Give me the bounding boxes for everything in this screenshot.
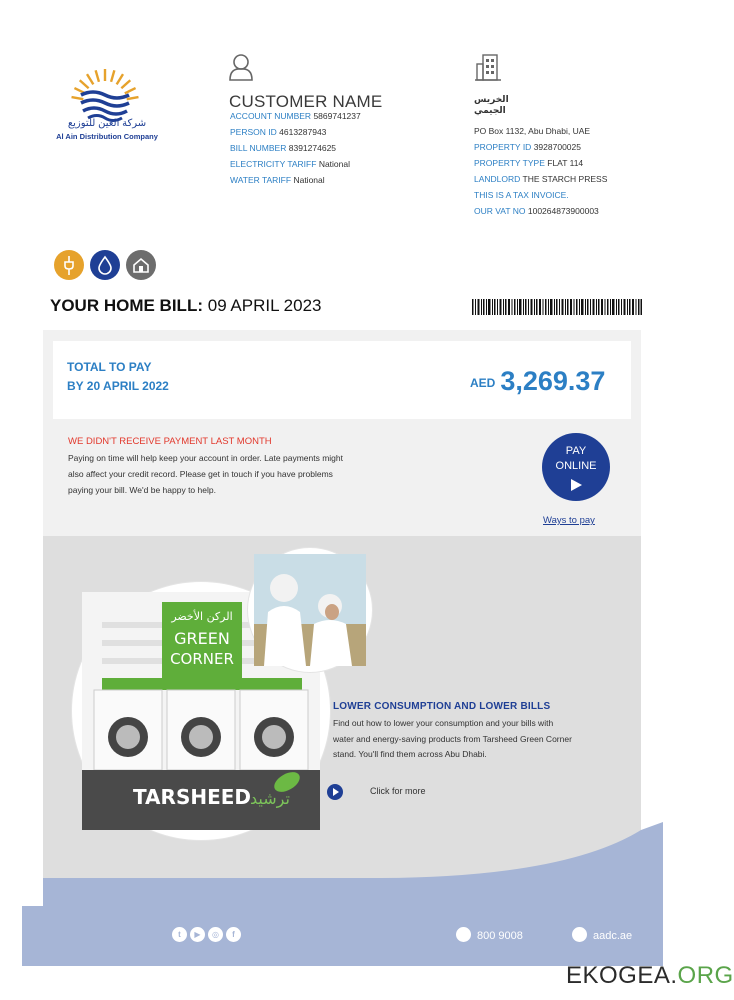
bill-title — [50, 296, 321, 316]
field-value: 5869741237 — [313, 111, 361, 121]
field-key: PROPERTY ID — [474, 142, 532, 152]
phone-number: 800 9008 — [477, 930, 523, 942]
area-line-1: الخريس — [474, 94, 509, 104]
sign-arabic: الركن الأخضر — [171, 610, 233, 623]
field-value: 8391274625 — [288, 143, 337, 153]
tarsheed-brand-arabic: ترشيد — [250, 789, 290, 808]
twitter-icon[interactable]: t — [172, 927, 187, 942]
total-due-label — [67, 358, 169, 396]
area-line-2: الجيمي — [474, 105, 506, 115]
social-links — [172, 927, 244, 947]
pay-online-button[interactable] — [542, 433, 610, 501]
bill-date: 09 APRIL 2023 — [207, 296, 322, 315]
property-id-row — [474, 139, 607, 155]
watermark-part-2: ORG — [677, 962, 734, 989]
property-area-arabic — [474, 94, 509, 116]
tax-invoice-note: THIS IS A TAX INVOICE. — [474, 190, 569, 200]
field-key: PROPERTY TYPE — [474, 158, 545, 168]
field-value: 3928700025 — [533, 142, 581, 152]
field-key: BILL NUMBER — [230, 143, 287, 153]
electricity-tariff-row — [230, 156, 361, 172]
home-icon — [126, 250, 156, 280]
currency: AED — [470, 376, 496, 390]
building-icon — [474, 52, 502, 82]
amount-value: 3,269.37 — [500, 366, 606, 396]
youtube-icon[interactable]: ▶ — [190, 927, 205, 942]
total-amount — [470, 366, 605, 397]
field-value: 4613287943 — [279, 127, 327, 137]
field-value: 100264873900003 — [527, 206, 599, 216]
instagram-icon[interactable]: ◎ — [208, 927, 223, 942]
website-url: aadc.ae — [593, 930, 633, 942]
online-label: ONLINE — [555, 460, 597, 472]
play-icon — [571, 479, 582, 491]
customer-name: CUSTOMER NAME — [229, 92, 383, 111]
phone-icon — [456, 927, 471, 942]
field-value: National — [318, 159, 350, 169]
property-details — [474, 123, 607, 219]
vat-row — [474, 203, 607, 219]
field-value: FLAT 114 — [547, 158, 584, 168]
barcode — [472, 299, 642, 315]
footer-bar — [22, 906, 663, 966]
watermark — [566, 962, 734, 990]
field-key: LANDLORD — [474, 174, 521, 184]
bill-title-label: YOUR HOME BILL: — [50, 296, 203, 315]
promo-title: LOWER CONSUMPTION AND LOWER BILLS — [333, 701, 551, 712]
field-value: THE STARCH PRESS — [522, 174, 608, 184]
company-name-arabic: شركة العين للتوزيع — [67, 118, 147, 129]
company-name-english: Al Ain Distribution Company — [56, 132, 158, 141]
tarsheed-brand: TARSHEED — [132, 785, 252, 809]
field-key: PERSON ID — [230, 127, 277, 137]
water-tariff-row — [230, 172, 361, 188]
payment-notice-title: WE DIDN'T RECEIVE PAYMENT LAST MONTH — [68, 436, 272, 447]
footer-wave — [43, 800, 663, 910]
person-id-row — [230, 124, 361, 140]
family-photo — [248, 548, 372, 672]
customer-details — [230, 108, 361, 188]
total-label-line-2: BY 20 APRIL 2022 — [67, 379, 169, 393]
click-for-more-link[interactable]: Click for more — [370, 786, 426, 796]
ways-to-pay-link[interactable]: Ways to pay — [543, 515, 595, 526]
field-key: ELECTRICITY TARIFF — [230, 159, 317, 169]
facebook-icon[interactable]: f — [226, 927, 241, 942]
play-icon[interactable] — [327, 784, 343, 800]
sign-green: GREEN — [174, 629, 230, 648]
field-key: ACCOUNT NUMBER — [230, 111, 312, 121]
water-drop-icon — [90, 250, 120, 280]
website-link[interactable] — [572, 927, 632, 942]
account-number-row — [230, 108, 361, 124]
bill-number-row — [230, 140, 361, 156]
property-type-row — [474, 155, 607, 171]
pay-label: PAY — [565, 445, 587, 457]
payment-notice-body: Paying on time will help keep your account in order. Late payments might also affect your credit record. Please get in touch if you have problems paying your bill. We'd be happy to help. — [68, 453, 343, 495]
total-label-line-1: TOTAL TO PAY — [67, 360, 152, 374]
sign-corner: CORNER — [170, 650, 234, 668]
watermark-part-1: EKOGEA. — [566, 962, 678, 989]
property-address: PO Box 1132, Abu Dhabi, UAE — [474, 126, 591, 136]
phone-contact[interactable] — [456, 927, 523, 942]
landlord-row — [474, 171, 607, 187]
field-value: National — [293, 175, 325, 185]
field-key: OUR VAT NO — [474, 206, 526, 216]
electricity-icon — [54, 250, 84, 280]
user-icon — [228, 52, 254, 82]
globe-icon — [572, 927, 587, 942]
promo-body: Find out how to lower your consumption and your bills with water and energy-saving products from Tarsheed Green Corner stand. You'll find them across Abu Dhabi. — [333, 718, 572, 759]
field-key: WATER TARIFF — [230, 175, 292, 185]
